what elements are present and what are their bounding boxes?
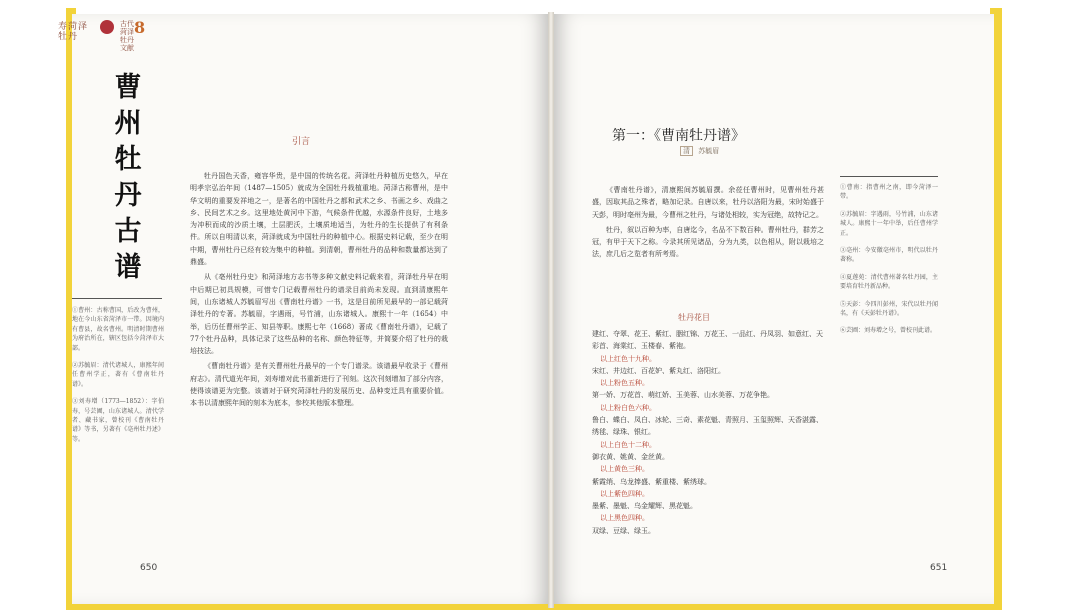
flower-list-line: 鲁白、蝶白、凤白、冰轮、三奇、素花魁、青照月、玉玺照辉、天香湛露、绣毬、绿珠、银红。 — [592, 416, 823, 437]
flower-category-note: 以上红色十九种。 — [600, 354, 656, 363]
right-paragraph: 《曹南牡丹谱》，清康熙间苏毓眉撰。余莅任曹州时，见曹州牡丹甚盛，因取其品之殊者，略加记录。自唐以来，牡丹以洛阳为最，宋时始盛于天彭，明时亳州为最，今曹州之牡丹，与诸处相较，实为冠绝，故特记之。 — [592, 186, 824, 219]
list-heading: 牡丹花目 — [678, 313, 710, 322]
right-page-title: 第一：《曹南牡丹谱》 — [612, 128, 745, 144]
flower-category-note: 以上粉色五种。 — [600, 379, 649, 388]
brand-text: 寿菏泽 牡丹 — [58, 22, 89, 42]
flower-list-line: 第一娇、万花首、萌红娇、玉美蓉、山水美蓉、万花争艳。 — [592, 391, 774, 400]
footnote: ③亳州：今安徽亳州市，明代以牡丹著称。 — [840, 247, 938, 264]
footnote: ②苏毓眉：字遇雨，号竹浦，山东诸城人。康熙十一年中举，后任曹州学正。 — [840, 210, 938, 237]
section-label: 引言 — [292, 137, 311, 147]
flower-list-line: 建红、夺翠、花王、紫红、胭红锦、万花王、一品红、丹凤羽、如意红、天彩首、海棠红、玉楼春、紫袍。 — [592, 330, 823, 351]
right-paragraph: 牡丹，叙以百种为率，自唐迄今，名品不下数百种。曹州牡丹，群芳之冠，有甲于天下之称。今录其所见诸品，分为九类，以色相从，附以栽培之法，庶几后之览者有所考焉。 — [592, 225, 824, 259]
notes-divider — [840, 176, 938, 177]
left-notes — [72, 306, 164, 452]
chapter-title: 曹州牡丹古谱 — [114, 72, 142, 283]
left-paragraph: 牡丹国色天香，雍容华贵，是中国的传统名花。菏泽牡丹种植历史悠久，早在明孝宗弘治年间（1487—1505）就成为全国牡丹栽植重地。菏泽古称曹州，是中华文明的重要发祥地之一，是著名的中国牡丹之都和武术之乡、书画之乡、戏曲之乡、民间艺术之乡。这里地处黄河中下游，气候条件优越，水源条件良好，土地多为冲积而成的沙质土壤，土层肥沃，土壤质地适当，为牡丹的生长提供了有利条件。所以自明清以来，菏泽就成为中国牡丹的种植中心。根据史料记载，至少在明中期，曹州牡丹已经有较为集中的种植。到清朝，曹州牡丹的品种和数量都达到了鼎盛。 — [190, 172, 448, 267]
notes-divider — [72, 298, 162, 299]
page-number-right: 651 — [930, 563, 948, 573]
author-name: 苏毓眉 — [698, 147, 720, 155]
dynasty-tag: 清 — [680, 146, 693, 156]
footnote: ②苏毓眉：清代诸城人，康熙年间任曹州学正，著有《曹南牡丹谱》。 — [72, 362, 164, 388]
footnote: ⑤天彭：今四川彭州，宋代以牡丹闻名，有《天彭牡丹谱》。 — [840, 300, 938, 318]
flower-category-note: 以上黑色四种。 — [600, 514, 649, 523]
page-number-left: 650 — [140, 563, 158, 573]
flower-list-line: 宋红、井边红、百花妒、紫丸红、洛阳红。 — [592, 366, 725, 375]
left-paragraph: 《曹南牡丹谱》是有关曹州牡丹最早的一个专门谱录。该谱最早收录于《曹州府志》。清代道光年间，刘寿增对此书重新进行了刊刻。这次刊刻增加了部分内容，使得该谱更为完整。该谱对于研究菏泽牡丹的发展历史、品种变迁具有重要价值。本书以清康熙年间的刻本为底本，参校其他版本整理。 — [190, 362, 448, 408]
book-gutter — [548, 12, 554, 608]
right-page-subtitle — [680, 146, 719, 156]
flower-list-line: 紫霞绡、乌龙捧盛、紫重楼、紫绣球。 — [592, 477, 711, 486]
series-label: 古代 菏泽牡丹文献 — [120, 20, 134, 52]
flower-category-note: 以上紫色四种。 — [600, 489, 649, 498]
flower-list — [592, 328, 824, 537]
left-main-text — [190, 170, 448, 413]
right-notes — [840, 182, 938, 344]
brand-logo-icon — [100, 20, 114, 34]
footnote: ④夏莲苑：清代曹州著名牡丹园，主要培育牡丹新品种。 — [840, 273, 938, 291]
flower-list-line: 墨紫、墨魁、乌金耀辉、黑花魁。 — [592, 502, 697, 511]
flower-list-line: 双绿、豆绿、绿玉。 — [592, 526, 655, 535]
footnote: ①曹南：指曹州之南，即今菏泽一带。 — [840, 184, 938, 201]
footnote: ⑥芸圃：刘寿增之号，曾校刊此谱。 — [840, 327, 937, 335]
left-paragraph: 从《亳州牡丹史》和菏泽地方志书等多种文献史料记载来看，菏泽牡丹早在明中后期已初具规模，可惜专门记载曹州牡丹的谱录目前尚未发现。直到清康熙年间，山东诸城人苏毓眉写出《曹南牡丹谱》一书，这是目前所见最早的一部记载菏泽牡丹的专著。苏毓眉，字遇雨，号竹浦，山东诸城人。康熙十一年（1654）中举，后历任曹州学正、知县等职。康熙七年（1668）著成《曹南牡丹谱》，记载了77个牡丹品种，具体记录了这些品种的名称、颜色特征等，并简要介绍了牡丹的栽培技法。 — [190, 273, 448, 356]
flower-category-note: 以上粉白色六种。 — [600, 403, 656, 412]
footnote: ③刘寿增（1773—1852）：字伯寿，号芸圃，山东诸城人。清代学者、藏书家，曾校刊《曹南牡丹谱》等书，另著有《亳州牡丹述》等。 — [72, 398, 164, 443]
flower-category-note: 以上黄色三种。 — [600, 465, 649, 474]
flower-list-line: 御衣黄、姚黄、金丝黄。 — [592, 452, 669, 461]
flower-category-note: 以上白色十二种。 — [600, 440, 656, 449]
right-main-text — [592, 184, 824, 264]
footnote: ①曹州：古称曹国，后改为曹州，地在今山东省菏泽市一带。因境内有曹县，故名曹州。明清时期曹州为府治所在，辖区包括今菏泽市大部。 — [72, 307, 164, 352]
volume-mark: 8 — [134, 18, 146, 37]
